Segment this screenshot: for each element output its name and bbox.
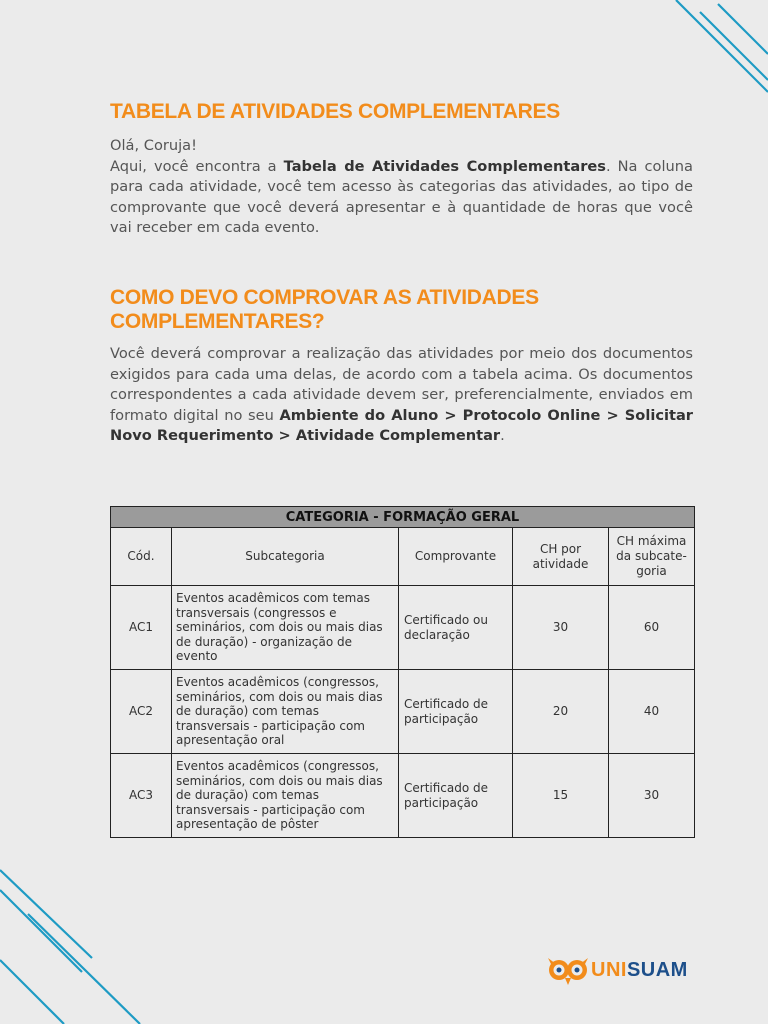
proof-paragraph: Você deverá comprovar a realização das atividades por meio dos documentos exigidos para cada uma delas, de acordo com a tabela acima. Os documentos correspondentes a cada atividade devem ser, preferencialmente, enviados em formato digital no seu Ambiente do Aluno > Protocolo Online > Solicitar Novo Requerimento > Atividade Complementar. — [110, 345, 694, 444]
cell-cod: AC2 — [111, 670, 172, 754]
table-row — [111, 754, 695, 838]
page-title: TABELA DE ATIVIDADES COMPLEMENTARES — [110, 100, 560, 123]
cell-cod: AC1 — [111, 586, 172, 670]
header-cod: Cód. — [111, 528, 172, 586]
cell-ch-max: 60 — [609, 586, 695, 670]
table-header-row — [111, 528, 695, 586]
activities-table — [110, 506, 695, 838]
header-comprovante: Comprovante — [399, 528, 513, 586]
intro-bold-text: Tabela de Atividades Complementares — [283, 157, 606, 175]
section-title: COMO DEVO COMPROVAR AS ATIVIDADES COMPLEMENTARES? — [110, 286, 539, 333]
cell-ch: 15 — [513, 754, 609, 838]
proof-path-text: Ambiente do Aluno > Protocolo Online > Solicitar Novo Requerimento > Atividade Complementar — [110, 406, 694, 444]
cell-subcategoria: Eventos acadêmicos (congressos, seminários, com dois ou mais dias de duração) com temas transversais - participação com apresentação oral — [172, 670, 399, 754]
intro-paragraph: Olá, Coruja! Aqui, você encontra a Tabela de Atividades Complementares. Na coluna para cada atividade, você tem acesso às categorias das atividades, ao tipo de comprovante que você deverá apresentar e à quantidade de horas que você vai receber em cada evento. — [110, 137, 693, 236]
cell-subcategoria: Eventos acadêmicos (congressos, seminários, com dois ou mais dias de duração) com temas transversais - participação com apresentação de pôster — [172, 754, 399, 838]
intro-section — [110, 100, 693, 239]
brand-name: UNISUAM — [591, 959, 688, 981]
header-ch-por-atividade: CH por atividade — [513, 528, 609, 586]
cell-ch: 20 — [513, 670, 609, 754]
greeting: Olá, Coruja! — [110, 137, 197, 154]
header-subcategoria: Subcategoria — [172, 528, 399, 586]
cell-cod: AC3 — [111, 754, 172, 838]
cell-ch-max: 40 — [609, 670, 695, 754]
cell-comprovante: Certificado ou declaração — [399, 586, 513, 670]
table-row — [111, 670, 695, 754]
cell-ch: 30 — [513, 586, 609, 670]
table-row — [111, 586, 695, 670]
cell-ch-max: 30 — [609, 754, 695, 838]
owl-logo-icon — [546, 954, 590, 986]
cell-comprovante: Certificado de participação — [399, 754, 513, 838]
header-ch-maxima: CH máxima da subcate-goria — [609, 528, 695, 586]
table-category-header: CATEGORIA - FORMAÇÃO GERAL — [111, 507, 695, 528]
cell-subcategoria: Eventos acadêmicos com temas transversais (congressos e seminários, com dois ou mais dias de duração) - organização de evento — [172, 586, 399, 670]
cell-comprovante: Certificado de participação — [399, 670, 513, 754]
proof-section — [110, 286, 693, 447]
